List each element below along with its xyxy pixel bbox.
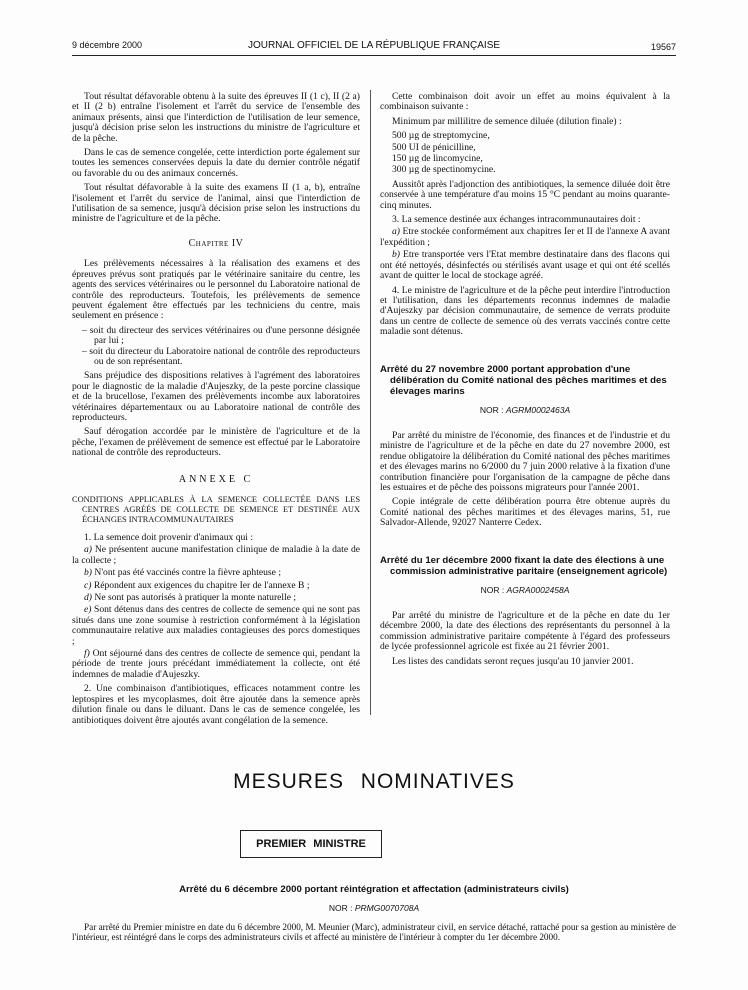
lettered-item [72,581,360,591]
chapter-heading: Chapitre IV [188,237,244,249]
section-title: MESURES NOMINATIVES [233,770,515,793]
paragraph: Par arrêté du Premier ministre en date du 6 décembre 2000, M. Meunier (Marc), administrateur civil, en service détaché, rattaché pour sa gestion au ministère de l'intérieur, est réintégré dans le corps des administrateurs civils et affecté au ministère de l'intérieur à compter du 1er décembre 2000. [72,922,676,942]
page-number: 19567 [650,42,676,52]
annexe-heading: ANNEXE C [178,473,254,485]
paragraph: Cette combinaison doit avoir un effet au moins équivalent à la combinaison suivante : [380,91,670,113]
nor-label: NOR : [328,903,355,913]
lettered-item [380,227,670,248]
nor-label: NOR : [480,584,507,595]
numbered-item: 2. Une combinaison d'antibiotiques, efficaces notamment contre les leptospires et les mycoplasmes, doit être ajoutée dans la semence après dilution finale ou dans le diluant. Dans le cas de semence congelée, les antibiotiques doivent être ajoutés avant congélation de la semence. [72,683,360,726]
item-text: Ne présentent aucune manifestation clinique de maladie à la date de la collecte ; [72,544,360,566]
item-letter: c) [84,579,92,591]
item-text: Etre stockée conformément aux chapitres Ier et II de l'annexe A avant l'expédition ; [380,226,670,248]
item-letter: e) [84,604,92,616]
header-rule [72,55,676,56]
numbered-item: 4. Le ministre de l'agriculture et de la pêche peut interdire l'introduction et l'utilisation, dans les départements reconnus indemnes de maladie d'Aujeszky par décision communautaire, de semence de verrats produite dans un centre de collecte de semence où des verrats vaccinés contre cette maladie sont détenus. [380,284,670,338]
lettered-item [380,250,670,281]
nor-code: AGRM0002463A [505,404,571,415]
nor-code: AGRA0002458A [506,584,570,595]
nor-reference [0,903,748,913]
item-text: Répondent aux exigences du chapitre Ier de l'annexe B ; [91,579,310,591]
nor-code: PRMG0070708A [354,903,420,913]
right-column [380,92,670,671]
paragraph: Minimum par millilitre de semence diluée (dilution finale) : [392,115,622,127]
item-letter: b) [392,249,400,261]
item-text: N'ont pas été vaccinés contre la fièvre aphteuse ; [92,567,281,579]
page-header [72,40,676,56]
paragraph: Aussitôt après l'adjonction des antibiotiques, la semence diluée doit être conservée à une température d'au moins 15 °C pendant au moins quarante-cinq minutes. [380,178,670,211]
paragraph: Copie intégrale de cette délibération pourra être obtenue auprès du Comité national des pêches maritimes et des élevages marins, 51, rue Salvador-Allende, 92027 Nanterre Cedex. [380,496,670,529]
item-letter: a) [392,226,400,238]
antibiotic-line: 500 µg de streptomycine, [392,130,490,142]
item-text: Sont détenus dans des centres de collecte de semence qui ne sont pas situés dans une zone soumise à restriction conformément à la législation communautaire relative aux maladies contagieuses des porcs domestiques ; [72,604,360,647]
paragraph: Sans préjudice des dispositions relatives à l'agrément des laboratoires pour le diagnostic de la maladie d'Aujeszky, de la peste porcine classique et de la brucellose, l'examen des prélèvements incombe aux laboratoires vétérinaires départementaux ou au Laboratoire national de contrôle des reproducteurs. [72,370,360,423]
item-text: Ne sont pas autorisés à pratiquer la monte naturelle ; [92,592,297,604]
arrete-title: Arrêté du 27 novembre 2000 portant approbation d'une délibération du Comité national des pêches maritimes et des élevages marins [380,363,667,397]
journal-title: JOURNAL OFFICIEL DE LA RÉPUBLIQUE FRANÇAISE [247,40,501,51]
antibiotic-line: 150 µg de lincomycine, [392,153,483,165]
paragraph: Les prélèvements nécessaires à la réalisation des examens et des épreuves prévus sont pratiqués par le vétérinaire sanitaire du centre, les agents des services vétérinaires ou le personnel du Laboratoire national de contrôle des reproducteurs. Toutefois, les prélèvements de semence peuvent également être effectués par les techniciens du centre, mais seulement en présence : [72,258,360,322]
numbered-item: 3. La semence destinée aux échanges intracommunautaires doit : [392,214,641,226]
arrete-title: Arrêté du 6 décembre 2000 portant réintégration et affectation (administrateurs civils) [179,884,569,895]
paragraph: Par arrêté du ministre de l'agriculture et de la pêche en date du 1er décembre 2000, la date des élections des représentants du personnel à la commission administrative paritaire compétente à l'égard des professeurs de lycée professionnel agricole est fixée au 21 février 2001. [380,610,670,653]
item-text: Etre transportée vers l'Etat membre destinataire dans des flacons qui ont été nettoyés, désinfectés ou stérilisés avant usage et qui ont été scellés avant de quitter le local de stockage agréé. [380,249,670,282]
nor-reference [380,405,670,415]
paragraph: Sauf dérogation accordée par le ministère de l'agriculture et de la pêche, l'examen de prélèvement de semence est effectué par le Laboratoire national de contrôle des reproducteurs. [72,426,360,459]
antibiotic-line: 300 µg de spectinomycine. [392,164,496,176]
item-letter: b) [84,567,92,579]
paragraph: Tout résultat défavorable obtenu à la suite des épreuves II (1 c), II (2 a) et II (2 b) entraîne l'isolement et l'arrêt du service de l'ensemble des animaux présents, ainsi que l'interdiction de l'utilisation de leur semence, jusqu'à décision prise selon les instructions du ministre de l'agriculture et de la pêche. [72,91,360,144]
column-divider [370,90,371,715]
paragraph: Les listes des candidats seront reçues jusqu'au 10 janvier 2001. [392,655,634,667]
arrete-title: Arrêté du 1er décembre 2000 fixant la date des élections à une commission administrative paritaire (enseignement agricole) [380,554,668,577]
lettered-item [72,649,360,680]
dash-list-item: – soit du directeur des services vétérinaires ou d'une personne désignée par lui ; [82,324,360,347]
numbered-item: 1. La semence doit provenir d'animaux qui : [84,532,254,543]
ministry-box: PREMIER MINISTRE [240,830,382,858]
item-letter: d) [84,592,92,604]
lettered-item [72,545,360,566]
paragraph: Tout résultat défavorable à la suite des examens II (1 a, b), entraîne l'isolement et l'arrêt du service de l'animal, ainsi que l'interdiction de l'utilisation de sa semence, jusqu'à décision prise selon les instructions du ministre de l'agriculture et de la pêche. [72,182,360,225]
item-text: Ont séjourné dans des centres de collecte de semence qui, pendant la période de trente jours précédant immédiatement la collecte, ont été indemnes de maladie d'Aujeszky. [72,648,360,680]
nor-reference [380,585,670,595]
paragraph: Dans le cas de semence congelée, cette interdiction porte également sur toutes les semences conservées depuis la date du dernier contrôle négatif ou favorable du ou des animaux concernés. [72,147,360,179]
lettered-item [72,593,360,603]
paragraph: Par arrêté du ministre de l'économie, des finances et de l'industrie et du ministre de l'agriculture et de la pêche en date du 27 novembre 2000, est rendue obligatoire la délibération du Comité national des pêches maritimes et des élevages marins no 6/2000 du 7 juin 2000 relative à la fixation d'une contribution financière pour l'organisation de la campagne de pêche dans les estuaires et de pêche des poissons migrateurs pour l'année 2001. [380,429,670,493]
nor-label: NOR : [479,404,506,415]
annexe-subtitle: CONDITIONS APPLICABLES À LA SEMENCE COLLECTÉE DANS LES CENTRES AGRÉÉS DE COLLECTE DE SEMENCE ET DESTINÉE AUX ÉCHANGES INTRACOMMUNAUTAIRES [72,495,360,524]
issue-date: 9 décembre 2000 [72,40,143,50]
lettered-item [72,605,360,647]
item-letter: a) [84,544,92,556]
dash-list-item: – soit du directeur du Laboratoire national de contrôle des reproducteurs ou de son représentant. [82,345,360,367]
left-column [72,92,360,730]
lettered-item [72,568,360,578]
antibiotic-line: 500 UI de pénicilline, [392,141,476,153]
item-letter: f) [84,648,90,660]
